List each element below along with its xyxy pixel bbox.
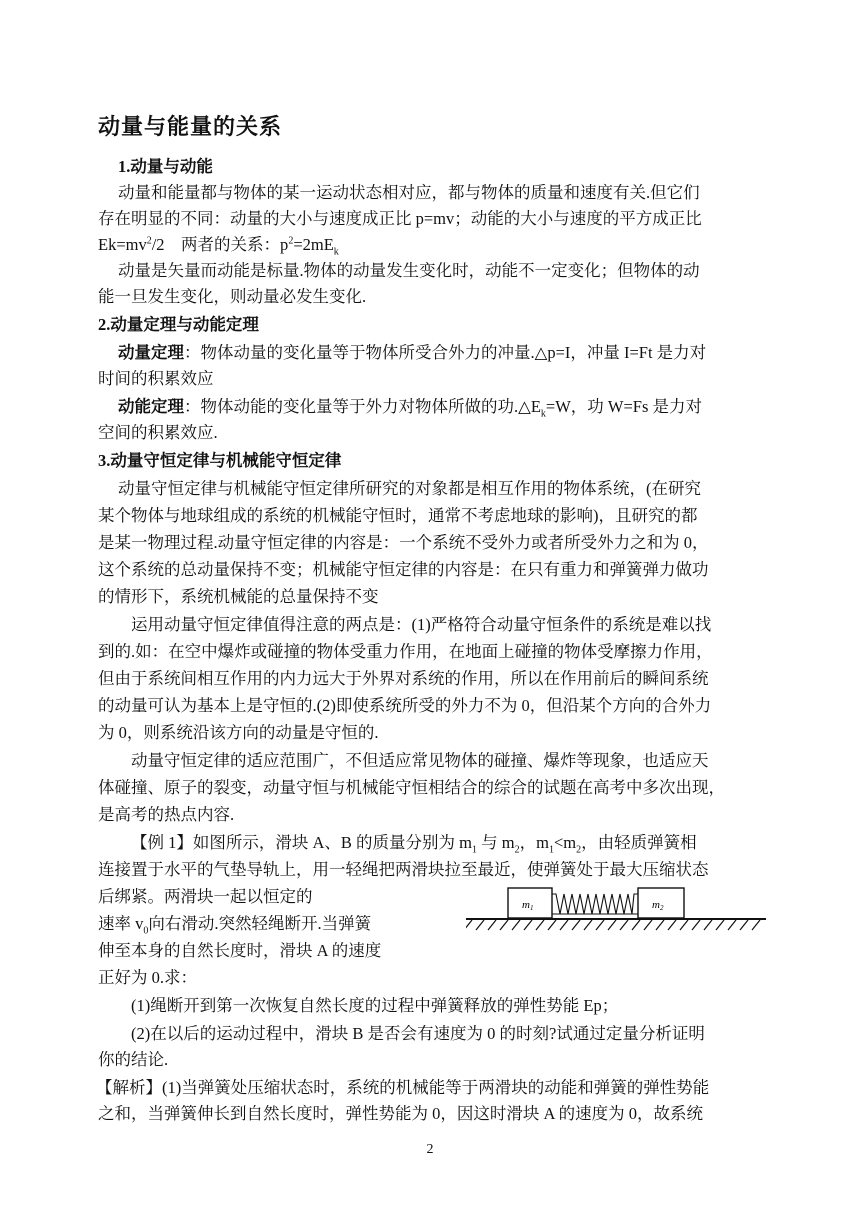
analysis-line: 【解析】(1)当弹簧处压缩状态时，系统的机械能等于两滑块的动能和弹簧的弹性势能: [96, 1078, 710, 1097]
hatch-line: [620, 920, 628, 930]
page-number: 2: [426, 1142, 434, 1157]
example-line: 后绑紧。两滑块一起以恒定的: [98, 887, 313, 906]
paragraph-line: [98, 232, 768, 258]
paragraph-line: 的情形下，系统机械能的总量保持不变: [98, 587, 379, 606]
paragraph-line: 体碰撞、原子的裂变，动量守恒与机械能守恒相结合的综合的试题在高考中多次出现，: [98, 778, 725, 797]
paragraph-line: 动量守恒定律与机械能守恒定律所研究的对象都是相互作用的物体系统，(在研究: [118, 479, 701, 498]
hatch-line: [704, 920, 712, 930]
spring: [552, 894, 638, 914]
superscript: 2: [288, 235, 294, 247]
example-line: 伸至本身的自然长度时，滑块 A 的速度: [98, 941, 382, 960]
page-title: 动量与能量的关系: [98, 114, 283, 139]
paragraph-line: 但由于系统间相互作用的内力远大于外界对系统的作用，所以在作用前后的瞬间系统: [98, 669, 709, 688]
hatch-line: [596, 920, 604, 930]
text-run: ，m: [519, 833, 549, 852]
block-m1-label: m1: [522, 899, 534, 912]
paragraph-line: 某个物体与地球组成的系统的机械能守恒时，通常不考虑地球的影响)，且研究的都: [98, 506, 698, 525]
hatch-line: [500, 920, 508, 930]
hatch-line: [632, 920, 640, 930]
hatch-line: [740, 920, 748, 930]
paragraph-line: 这个系统的总动量保持不变；机械能守恒定律的内容是：在只有重力和弹簧弹力做功: [98, 560, 709, 579]
hatch-line: [692, 920, 700, 930]
text-run: ，由轻质弹簧相: [581, 833, 697, 852]
hatch-line: [716, 920, 724, 930]
text-run: <m: [553, 833, 577, 852]
subscript: 1: [472, 844, 478, 856]
paragraph-line: 空间的积累效应.: [98, 423, 218, 442]
hatch-line: [656, 920, 664, 930]
text-run: 【例 1】如图所示，滑块 A、B 的质量分别为 m: [131, 833, 473, 852]
question-2-cont: 你的结论.: [98, 1050, 169, 1069]
hatch-line: [752, 920, 760, 930]
text-run: ：物体动能的变化量等于外力对物体所做的功.△E: [184, 397, 541, 416]
subscript: 1: [548, 844, 554, 856]
spring-blocks-figure: [466, 886, 766, 934]
rail-hatching: [466, 920, 760, 930]
paragraph-line: 动量守恒定律的适应范围广，不但适应常见物体的碰撞、爆炸等现象，也适应天: [131, 751, 709, 770]
hatch-line: [668, 920, 676, 930]
paragraph-line: [118, 340, 788, 366]
paragraph-line: 存在明显的不同：动量的大小与速度成正比 p=mv；动能的大小与速度的平方成正比: [98, 209, 702, 228]
hatch-line: [536, 920, 544, 930]
text-run: =2mE: [293, 235, 334, 254]
block-m2: [638, 888, 684, 918]
superscript: 2: [146, 235, 152, 247]
paragraph-line: 动量和能量都与物体的某一运动状态相对应，都与物体的质量和速度有关.但它们: [118, 183, 700, 202]
subscript: 2: [576, 844, 582, 856]
subscript: 0: [143, 925, 149, 937]
paragraph-line: 时间的积累效应: [98, 369, 214, 388]
hatch-line: [680, 920, 688, 930]
text-run: 与 m: [477, 833, 515, 852]
section-3-heading: 3.动量守恒定律与机械能守恒定律: [98, 451, 342, 470]
term-bold: 动量定理: [118, 343, 184, 362]
paragraph-line: 运用动量守恒定律值得注意的两点是：(1)严格符合动量守恒条件的系统是难以找: [131, 615, 712, 634]
text-run: /2 两者的关系：p: [151, 235, 289, 254]
hatch-line: [466, 920, 472, 930]
paragraph-line: 动量是矢量而动能是标量.物体的动量发生变化时，动能不一定变化；但物体的动: [118, 261, 700, 280]
subscript: k: [540, 408, 546, 420]
hatch-line: [572, 920, 580, 930]
question-2: (2)在以后的运动过程中，滑块 B 是否会有速度为 0 的时刻?试通过定量分析证明: [131, 1024, 705, 1043]
example-line: [131, 830, 801, 856]
hatch-line: [512, 920, 520, 930]
text-run: 速率 v: [98, 914, 144, 933]
block-m1: [508, 888, 552, 918]
text-run: =W，功 W=Fs 是力对: [545, 397, 703, 416]
hatch-line: [560, 920, 568, 930]
paragraph-line: 为 0，则系统沿该方向的动量是守恒的.: [98, 723, 379, 742]
block-m2-label: m2: [652, 899, 664, 912]
hatch-line: [488, 920, 496, 930]
subscript: k: [333, 246, 339, 258]
hatch-line: [476, 920, 484, 930]
text-run: Ek=mv: [98, 235, 147, 254]
analysis-line: 之和，当弹簧伸长到自然长度时，弹性势能为 0，因这时滑块 A 的速度为 0，故系统: [98, 1104, 704, 1123]
subscript: 2: [514, 844, 520, 856]
paragraph-line: [118, 394, 788, 420]
paragraph-line: 是某一物理过程.动量守恒定律的内容是：一个系统不受外力或者所受外力之和为 0，: [98, 533, 709, 552]
hatch-line: [728, 920, 736, 930]
hatch-line: [524, 920, 532, 930]
hatch-line: [584, 920, 592, 930]
paragraph-line: 的动量可认为基本上是守恒的.(2)即使系统所受的外力不为 0，但沿某个方向的合外力: [98, 696, 712, 715]
question-1: (1)绳断开到第一次恢复自然长度的过程中弹簧释放的弹性势能 Ep；: [131, 996, 619, 1015]
term-bold: 动能定理: [118, 397, 184, 416]
hatch-line: [608, 920, 616, 930]
example-line: 正好为 0.求：: [98, 968, 197, 987]
hatch-line: [548, 920, 556, 930]
text-run: 向右滑动.突然轻绳断开.当弹簧: [148, 914, 372, 933]
paragraph-line: 是高考的热点内容.: [98, 805, 235, 824]
section-2-heading: 2.动量定理与动能定理: [98, 315, 259, 334]
section-1-heading: 1.动量与动能: [118, 157, 213, 176]
hatch-line: [644, 920, 652, 930]
text-run: ：物体动量的变化量等于物体所受合外力的冲量.△p=I，冲量 I=Ft 是力对: [184, 343, 707, 362]
paragraph-line: 到的.如：在空中爆炸或碰撞的物体受重力作用，在地面上碰撞的物体受摩擦力作用，: [98, 642, 713, 661]
example-line: 连接置于水平的气垫导轨上，用一轻绳把两滑块拉至最近，使弹簧处于最大压缩状态: [98, 860, 709, 879]
paragraph-line: 能一旦发生变化，则动量必发生变化.: [98, 287, 367, 306]
